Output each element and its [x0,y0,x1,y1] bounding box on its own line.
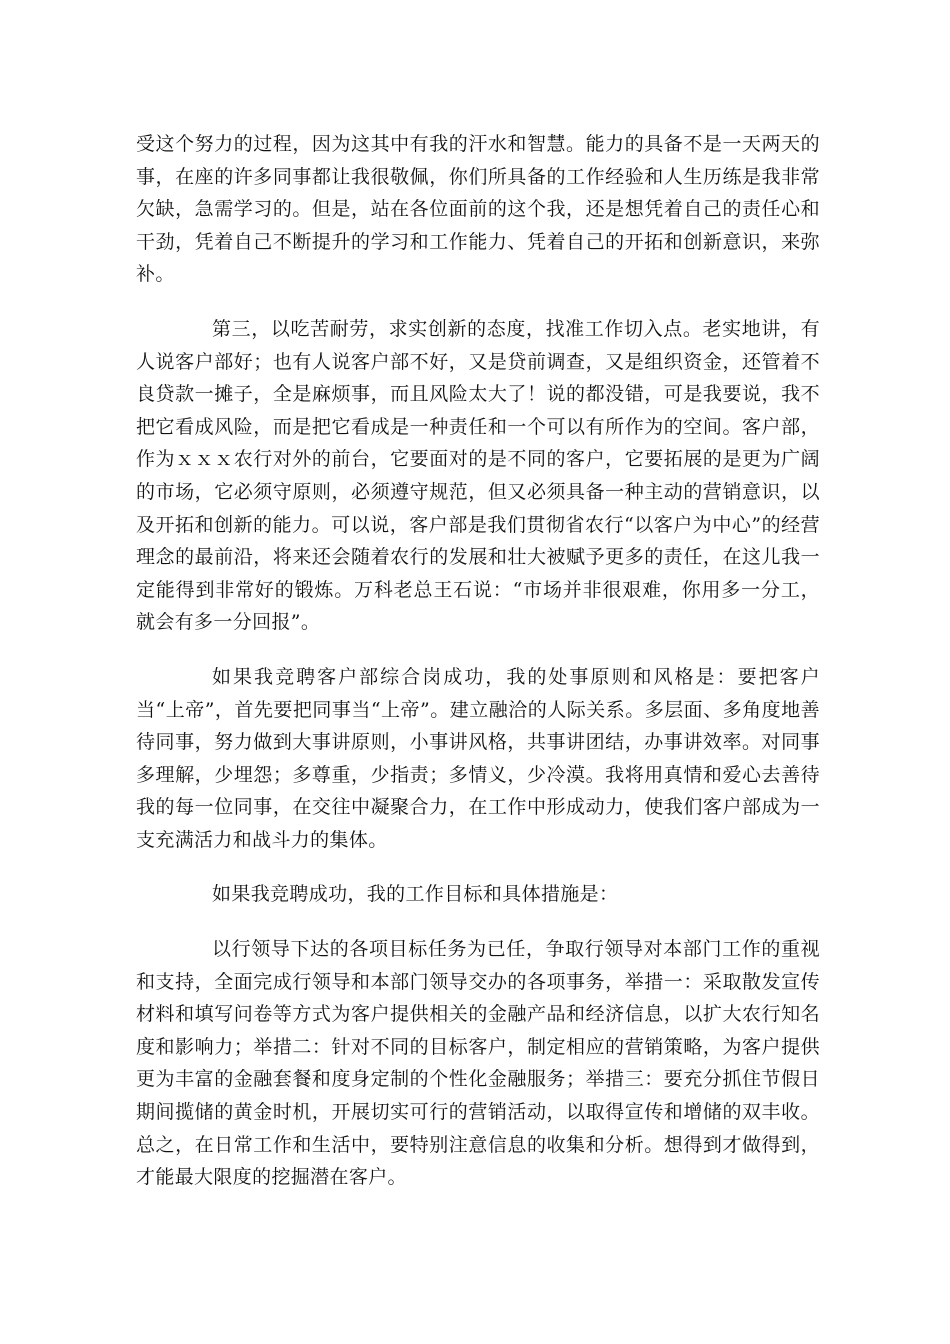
document-body [136,128,820,1216]
paragraph-continuation: 受这个努力的过程，因为这其中有我的汗水和智慧。能力的具备不是一天两天的事，在座的许多同事都让我很敬佩，你们所具备的工作经验和人生历练是我非常欠缺，急需学习的。但是，站在各位面前的这个我，还是想凭着自己的责任心和干劲，凭着自己不断提升的学习和工作能力、凭着自己的开拓和创新意识，来弥补。 [136,133,820,286]
paragraph-goals-intro: 如果我竞聘成功，我的工作目标和具体措施是： [212,883,619,906]
paragraph-third-point: 第三，以吃苦耐劳，求实创新的态度，找准工作切入点。老实地讲，有人说客户部好；也有人说客户部不好，又是贷前调查，又是组织资金，还管着不良贷款一摊子，全是麻烦事，而且风险太大了！说的都没错，可是我要说，我不把它看成风险，而是把它看成是一种责任和一个可以有所作为的空间。客户部，作为ｘｘｘ农行对外的前台，它要面对的是不同的客户，它要拓展的是更为广阔的市场，它必须守原则，必须遵守规范，但又必须具备一种主动的营销意识，以及开拓和创新的能力。可以说，客户部是我们贯彻省农行“以客户为中心”的经营理念的最前沿，将来还会随着农行的发展和壮大被赋予更多的责任，在这儿我一定能得到非常好的锻炼。万科老总王石说：“市场并非很艰难，你用多一分工，就会有多一分回报”。 [136,317,820,634]
paragraph-measures: 以行领导下达的各项目标任务为已任，争取行领导对本部门工作的重视和支持，全面完成行领导和本部门领导交办的各项事务，举措一：采取散发宣传材料和填写问卷等方式为客户提供相关的金融产品和经济信息，以扩大农行知名度和影响力；举措二：针对不同的目标客户，制定相应的营销策略，为客户提供更为丰富的金融套餐和度身定制的个性化金融服务；举措三：要充分抓住节假日期间揽储的黄金时机，开展切实可行的营销活动，以取得宣传和增储的双丰收。总之，在日常工作和生活中，要特别注意信息的收集和分析。想得到才做得到，才能最大限度的挖掘潜在客户。 [136,938,820,1189]
paragraph-principles: 如果我竞聘客户部综合岗成功，我的处事原则和风格是：要把客户当“上帝”，首先要把同事当“上帝”。建立融洽的人际关系。多层面、多角度地善待同事，努力做到大事讲原则，小事讲风格，共事讲团结，办事讲效率。对同事多理解，少埋怨；多尊重，少指责；多情义，少冷漠。我将用真情和爱心去善待我的每一位同事，在交往中凝聚合力，在工作中形成动力，使我们客户部成为一支充满活力和战斗力的集体。 [136,665,820,851]
